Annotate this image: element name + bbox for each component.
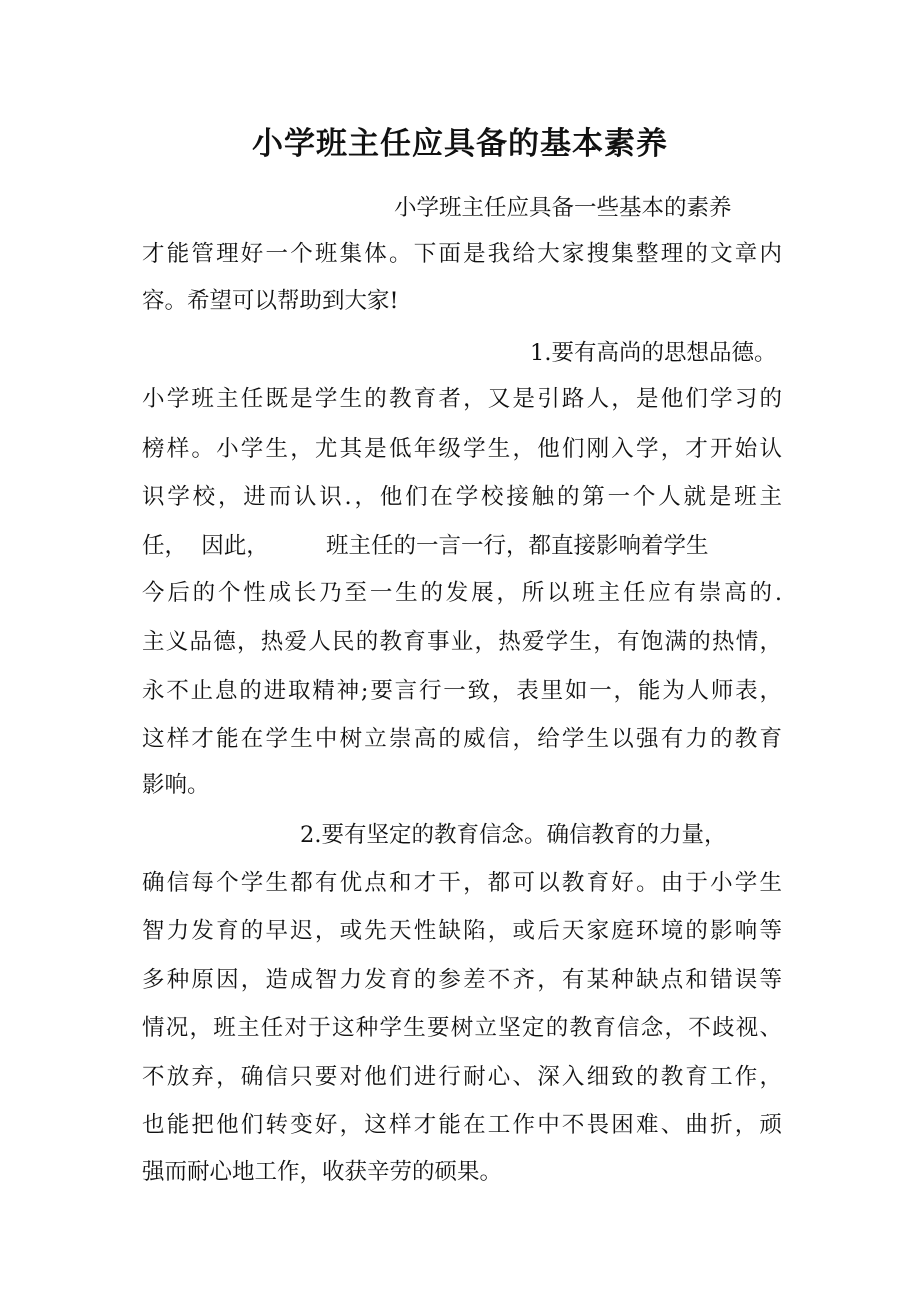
section2-line-7: 强而耐心地工作，收获辛劳的硕果。 [142, 1159, 503, 1185]
section2-line-1: 确信每个学生都有优点和才干，都可以教育好。由于小学生 [142, 870, 782, 896]
section2-line-2: 智力发育的早迟，或先天性缺陷，或后天家庭环境的影响等 [142, 918, 782, 944]
section1-line-6: 主义品德，热爱人民的教育事业，热爱学生，有饱满的热情， [142, 629, 782, 655]
intro-line-1: 小学班主任应具备一些基本的素养 [394, 195, 732, 221]
section2-line-4: 情况，班主任对于这种学生要树立坚定的教育信念，不歧视、 [142, 1015, 782, 1041]
section1-line-4: 任， 因此， 班主任的一言一行，都直接影响着学生 [142, 533, 709, 559]
section1-line-9: 影响。 [142, 772, 210, 798]
section2-line-3: 多种原因，造成智力发育的参差不齐，有某种缺点和错误等 [142, 967, 782, 993]
intro-line-2: 才能管理好一个班集体。下面是我给大家搜集整理的文章内 [142, 241, 782, 267]
intro-line-3: 容。希望可以帮助到大家! [142, 288, 399, 314]
section2-heading: 2.要有坚定的教育信念。确信教育的力量， [300, 822, 727, 848]
section1-line-8: 这样才能在学生中树立崇高的威信，给学生以强有力的教育 [142, 726, 782, 752]
section2-line-6: 也能把他们转变好，这样才能在工作中不畏困难、曲折，顽 [142, 1112, 782, 1138]
section2-line-5: 不放弃，确信只要对他们进行耐心、深入细致的教育工作， [142, 1064, 782, 1090]
section1-line-5: 今后的个性成长乃至一生的发展，所以班主任应有崇高的. [142, 580, 782, 606]
section1-line-2: 榜样。小学生，尤其是低年级学生，他们刚入学，才开始认 [142, 436, 782, 462]
section1-line-7: 永不止息的进取精神;要言行一致，表里如一，能为人师表， [142, 678, 782, 704]
section1-line-3: 识学校，进而认识.，他们在学校接触的第一个人就是班主 [142, 484, 782, 510]
document-title: 小学班主任应具备的基本素养 [252, 126, 668, 162]
section1-line-1: 小学班主任既是学生的教育者，又是引路人，是他们学习的 [142, 386, 782, 412]
section1-heading: 1.要有高尚的思想品德。 [530, 340, 777, 366]
